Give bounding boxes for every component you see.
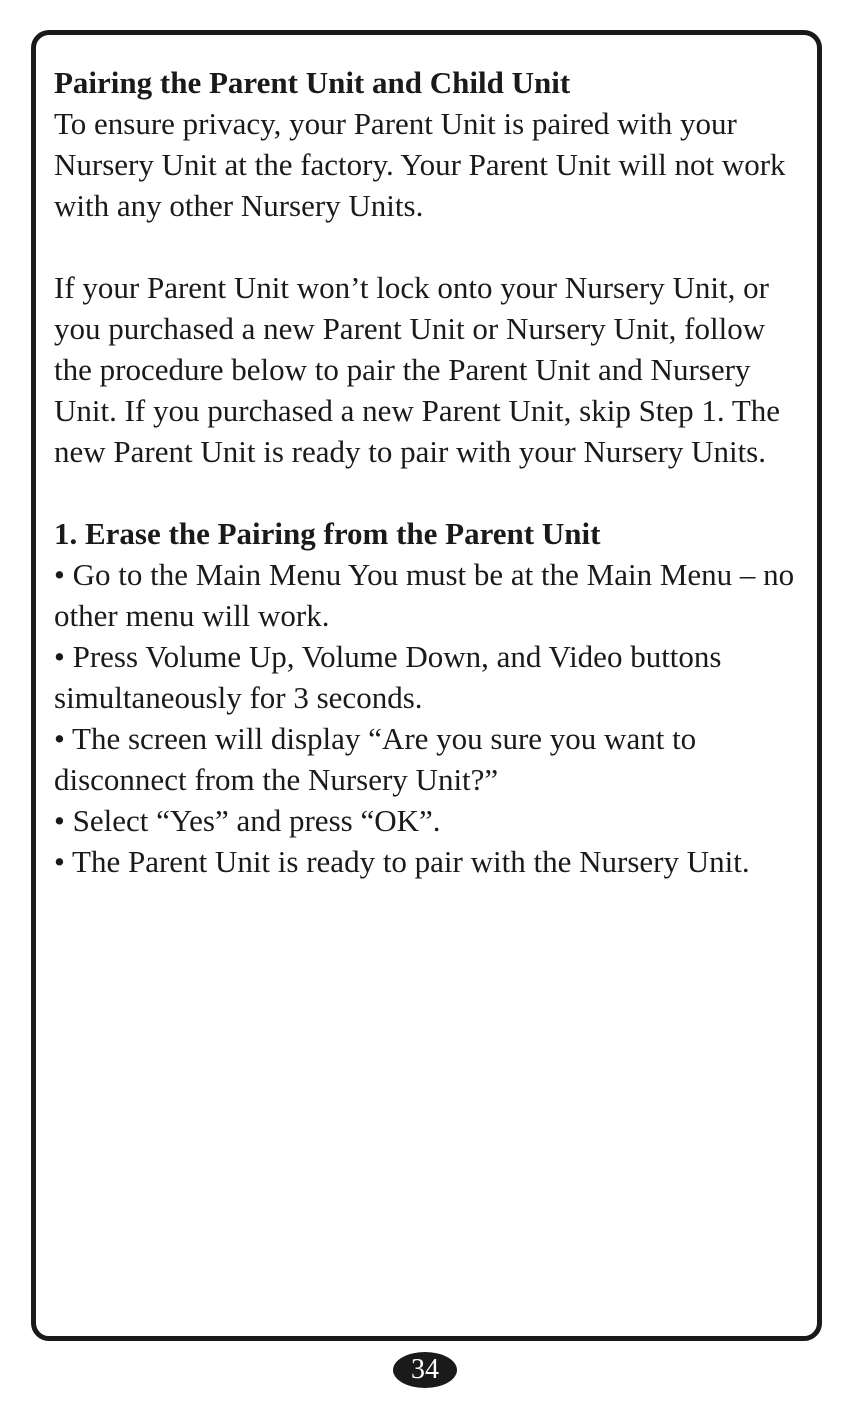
step-1-bullet: • Select “Yes” and press “OK”. xyxy=(54,803,441,838)
procedure-paragraph: If your Parent Unit won’t lock onto your Nursery Unit, or you purchased a new Parent Unit or Nursery Unit, follow the procedure below to pair the Parent Unit and Nursery Unit. If you purchased a new Parent Unit, skip Step 1. The new Parent Unit is ready to pair with your Nursery Units. xyxy=(54,270,781,469)
page-content xyxy=(54,62,806,882)
step-1-bullet: • The screen will display “Are you sure you want to disconnect from the Nursery Unit?” xyxy=(54,721,697,797)
paragraph-spacer xyxy=(54,226,806,267)
step-1-bullet: • The Parent Unit is ready to pair with the Nursery Unit. xyxy=(54,844,750,879)
step-1-bullet: • Press Volume Up, Volume Down, and Video buttons simultaneously for 3 seconds. xyxy=(54,639,722,715)
step-1-title: 1. Erase the Pairing from the Parent Unit xyxy=(54,516,601,551)
section-title: Pairing the Parent Unit and Child Unit xyxy=(54,65,571,100)
paragraph-spacer xyxy=(54,472,806,513)
page-number-badge: 34 xyxy=(393,1352,457,1388)
step-1-bullet: • Go to the Main Menu You must be at the Main Menu – no other menu will work. xyxy=(54,557,795,633)
intro-paragraph: To ensure privacy, your Parent Unit is paired with your Nursery Unit at the factory. Your Parent Unit will not work with any other Nursery Units. xyxy=(54,106,786,223)
